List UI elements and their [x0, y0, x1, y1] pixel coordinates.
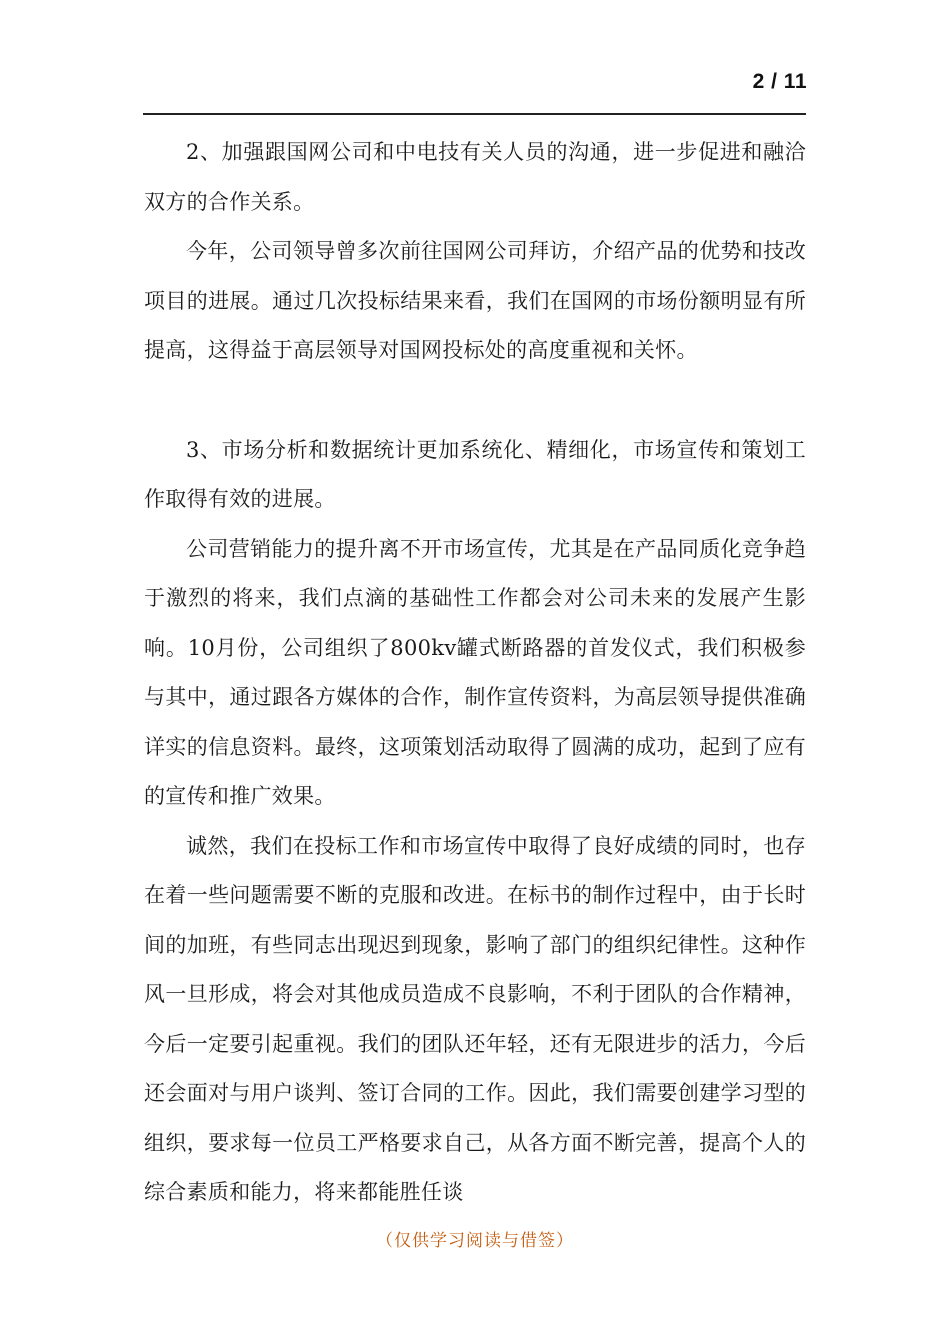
paragraph-spacer: [144, 376, 806, 426]
page-number: 2 / 11: [752, 70, 807, 93]
document-body: [144, 128, 806, 1218]
paragraph-leadership-visits: 今年，公司领导曾多次前往国网公司拜访，介绍产品的优势和技改项目的进展。通过几次投标结果来看，我们在国网的市场份额明显有所提高，这得益于高层领导对国网投标处的高度重视和关怀。: [144, 239, 806, 362]
paragraph-marketing-promotion: 公司营销能力的提升离不开市场宣传，尤其是在产品同质化竞争趋于激烈的将来，我们点滴的基础性工作都会对公司未来的发展产生影响。10月份，公司组织了800kv罐式断路器的首发仪式，我们积极参与其中，通过跟各方媒体的合作，制作宣传资料，为高层领导提供准确详实的信息资料。最终，这项策划活动取得了圆满的成功，起到了应有的宣传和推广效果。: [144, 536, 806, 808]
header-divider: [143, 113, 806, 115]
paragraph-problems-improvement: 诚然，我们在投标工作和市场宣传中取得了良好成绩的同时，也存在着一些问题需要不断的克服和改进。在标书的制作过程中，由于长时间的加班，有些同志出现迟到现象，影响了部门的组织纪律性。这种作风一旦形成，将会对其他成员造成不良影响，不利于团队的合作精神，今后一定要引起重视。我们的团队还年轻，还有无限进步的活力，今后还会面对与用户谈判、签订合同的工作。因此，我们需要创建学习型的组织，要求每一位员工严格要求自己，从各方面不断完善，提高个人的综合素质和能力，将来都能胜任谈: [144, 833, 806, 1204]
paragraph-item-2-heading: 2、加强跟国网公司和中电技有关人员的沟通，进一步促进和融洽双方的合作关系。: [144, 140, 806, 214]
paragraph-item-3-heading: 3、市场分析和数据统计更加系统化、精细化，市场宣传和策划工作取得有效的进展。: [144, 437, 806, 511]
footer-note: （仅供学习阅读与借签）: [376, 1231, 574, 1251]
